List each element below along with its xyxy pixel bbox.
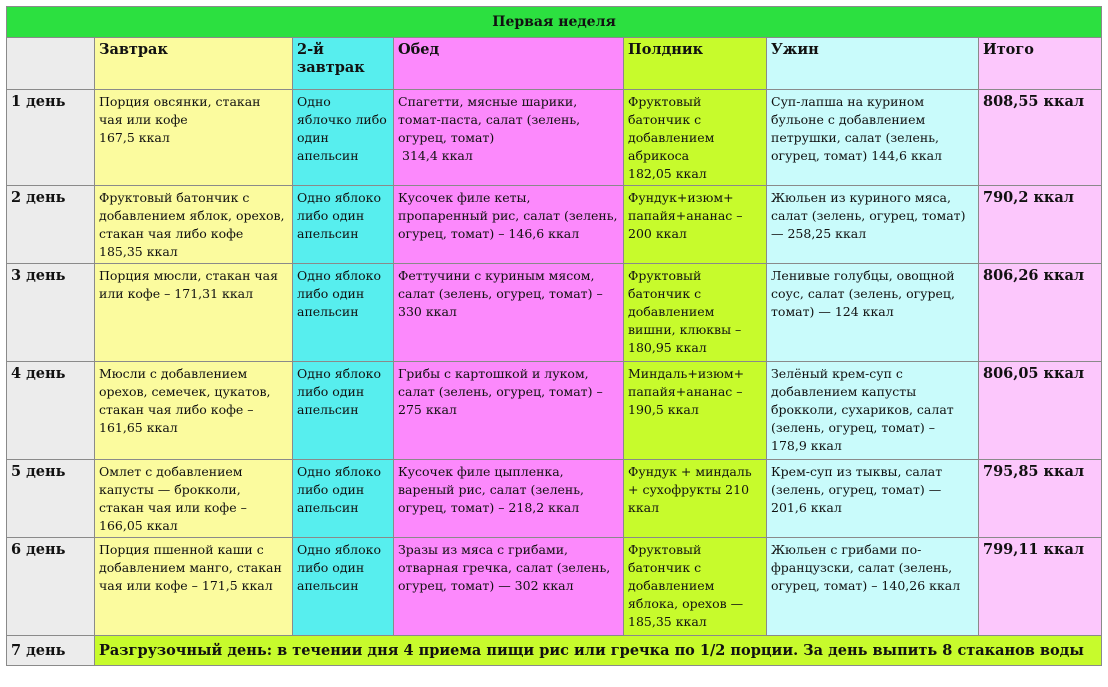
day-label: 1 день	[7, 90, 95, 186]
snack-text: Фруктовый батончик с добавлением абрикоса	[628, 94, 715, 163]
snack-cell: Фундук+изюм+ папайя+ананас – 200 ккал	[624, 186, 767, 264]
breakfast-kcal: 185,35 ккал	[99, 244, 178, 259]
dinner-cell: Жюльен с грибами по-французски, салат (зелень, огурец, томат) – 140,26 ккал	[767, 538, 979, 636]
snack-cell: Фруктовый батончик с добавлением вишни, клюквы – 180,95 ккал	[624, 264, 767, 362]
table-row	[7, 538, 1102, 636]
table-row	[7, 264, 1102, 362]
header-breakfast2: 2-й завтрак	[293, 38, 394, 90]
table-row-fasting-day	[7, 636, 1102, 666]
breakfast-cell: Мюсли с добавлением орехов, семечек, цукатов, стакан чая либо кофе – 161,65 ккал	[95, 362, 293, 460]
breakfast2-cell: Одно яблоко либо один апельсин	[293, 460, 394, 538]
total-cell: 795,85 ккал	[979, 460, 1102, 538]
breakfast-cell: Порция пшенной каши с добавлением манго, стакан чая или кофе – 171,5 ккал	[95, 538, 293, 636]
lunch-text: Спагетти, мясные шарики, томат-паста, салат (зелень, огурец, томат)	[398, 94, 581, 145]
lunch-cell: Кусочек филе цыпленка, вареный рис, салат (зелень, огурец, томат) – 218,2 ккал	[394, 460, 624, 538]
dinner-cell: Крем-суп из тыквы, салат (зелень, огурец, томат) — 201,6 ккал	[767, 460, 979, 538]
header-snack: Полдник	[624, 38, 767, 90]
header-breakfast: Завтрак	[95, 38, 293, 90]
table-row	[7, 460, 1102, 538]
breakfast-cell: Порция мюсли, стакан чая или кофе – 171,31 ккал	[95, 264, 293, 362]
header-lunch: Обед	[394, 38, 624, 90]
title-row	[7, 7, 1102, 38]
header-total: Итого	[979, 38, 1102, 90]
breakfast2-cell: Одно яблочко либо один апельсин	[293, 90, 394, 186]
table-row	[7, 362, 1102, 460]
breakfast2-cell: Одно яблоко либо один апельсин	[293, 186, 394, 264]
day-label: 7 день	[7, 636, 95, 666]
breakfast2-cell: Одно яблоко либо один апельсин	[293, 264, 394, 362]
day-label: 5 день	[7, 460, 95, 538]
lunch-kcal: 314,4 ккал	[402, 148, 473, 163]
diet-week-table	[6, 6, 1102, 666]
total-cell: 799,11 ккал	[979, 538, 1102, 636]
dinner-cell: Жюльен из куриного мяса, салат (зелень, огурец, томат) — 258,25 ккал	[767, 186, 979, 264]
lunch-cell: Грибы с картошкой и луком, салат (зелень, огурец, томат) – 275 ккал	[394, 362, 624, 460]
table-row	[7, 186, 1102, 264]
fasting-day-text: Разгрузочный день: в течении дня 4 приема пищи рис или гречка по 1/2 порции. За день выпить 8 стаканов воды	[95, 636, 1102, 666]
day-label: 3 день	[7, 264, 95, 362]
day-label: 2 день	[7, 186, 95, 264]
header-day-cell	[7, 38, 95, 90]
snack-kcal: 182,05 ккал	[628, 166, 707, 181]
day-label: 4 день	[7, 362, 95, 460]
total-cell: 806,26 ккал	[979, 264, 1102, 362]
snack-cell: Миндаль+изюм+ папайя+ананас – 190,5 ккал	[624, 362, 767, 460]
breakfast2-cell: Одно яблоко либо один апельсин	[293, 362, 394, 460]
breakfast-cell	[95, 90, 293, 186]
breakfast-text: Порция овсянки, стакан чая или кофе	[99, 94, 261, 127]
lunch-cell: Кусочек филе кеты, пропаренный рис, салат (зелень, огурец, томат) – 146,6 ккал	[394, 186, 624, 264]
snack-cell: Фруктовый батончик с добавлением яблока, орехов — 185,35 ккал	[624, 538, 767, 636]
dinner-cell: Суп-лапша на курином бульоне с добавлением петрушки, салат (зелень, огурец, томат) 144,6 ккал	[767, 90, 979, 186]
total-cell: 808,55 ккал	[979, 90, 1102, 186]
header-dinner: Ужин	[767, 38, 979, 90]
lunch-cell	[394, 90, 624, 186]
table-title: Первая неделя	[7, 7, 1102, 38]
snack-cell: Фундук + миндаль + сухофрукты 210 ккал	[624, 460, 767, 538]
breakfast-text: Фруктовый батончик с добавлением яблок, орехов, стакан чая либо кофе	[99, 190, 285, 241]
header-row	[7, 38, 1102, 90]
snack-cell	[624, 90, 767, 186]
dinner-cell: Зелёный крем-суп с добавлением капусты брокколи, сухариков, салат (зелень, огурец, томат) – 178,9 ккал	[767, 362, 979, 460]
breakfast-cell	[95, 186, 293, 264]
lunch-cell: Зразы из мяса с грибами, отварная гречка, салат (зелень, огурец, томат) — 302 ккал	[394, 538, 624, 636]
table-row	[7, 90, 1102, 186]
breakfast2-cell: Одно яблоко либо один апельсин	[293, 538, 394, 636]
breakfast-kcal: 167,5 ккал	[99, 130, 170, 145]
dinner-cell: Ленивые голубцы, овощной соус, салат (зелень, огурец, томат) — 124 ккал	[767, 264, 979, 362]
lunch-cell: Феттучини с куриным мясом, салат (зелень, огурец, томат) – 330 ккал	[394, 264, 624, 362]
total-cell: 806,05 ккал	[979, 362, 1102, 460]
day-label: 6 день	[7, 538, 95, 636]
total-cell: 790,2 ккал	[979, 186, 1102, 264]
breakfast-cell: Омлет с добавлением капусты — брокколи, стакан чая или кофе – 166,05 ккал	[95, 460, 293, 538]
